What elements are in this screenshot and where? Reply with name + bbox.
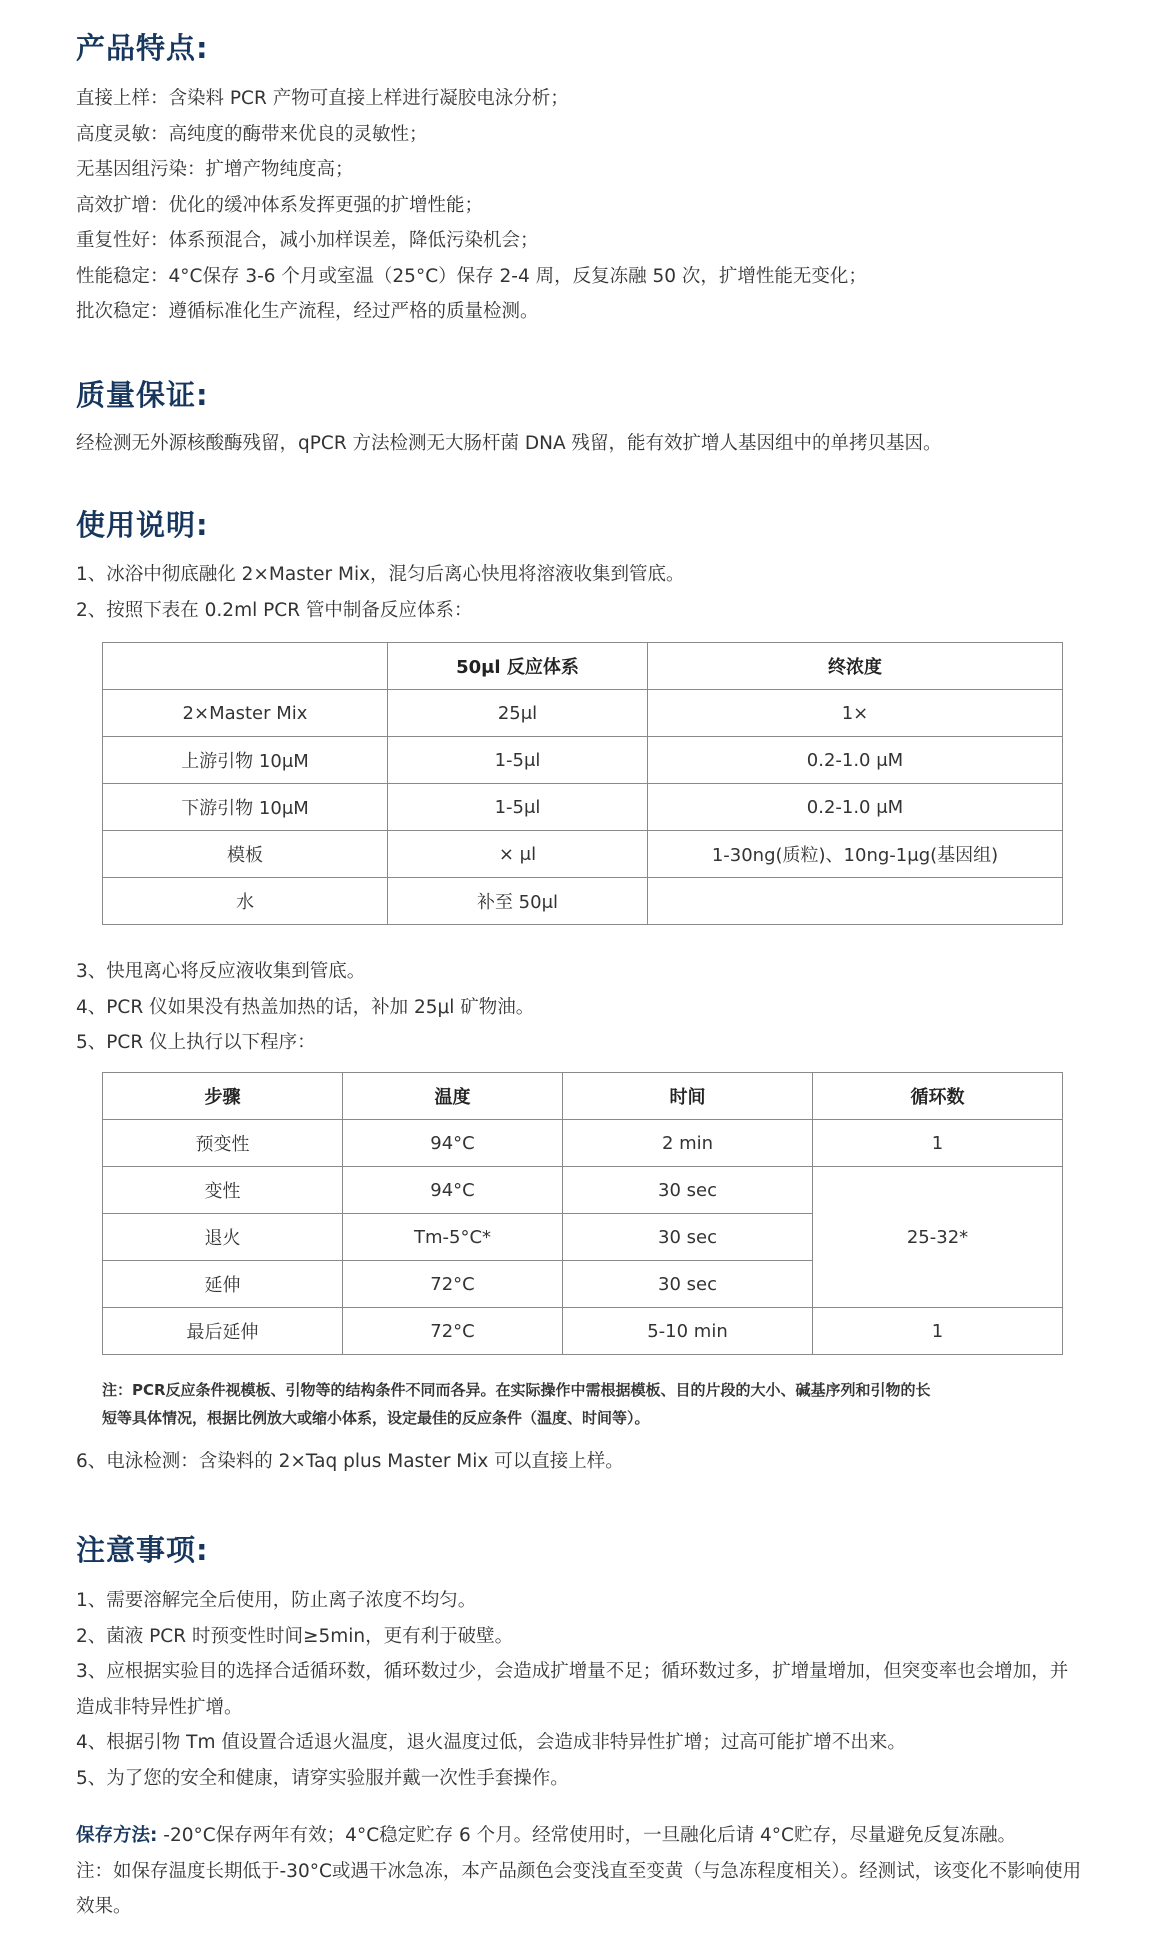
program-table-wrap [102, 1072, 1063, 1355]
table-row [103, 737, 1063, 784]
usage-title: 使用说明: [76, 508, 209, 542]
storage-note: 注：如保存温度长期低于-30°C或遇干冰急冻，本产品颜色会变浅直至变黄（与急冻程度相关）。经测试，该变化不影响使用效果。 [76, 1860, 1082, 1917]
table-row [103, 1308, 1063, 1355]
table-cell: 1× [648, 690, 1063, 737]
table-cell: 1-30ng(质粒)、10ng-1μg(基因组) [648, 831, 1063, 878]
storage-line [76, 1818, 1086, 1854]
table-cell: 水 [103, 878, 388, 925]
table-row [103, 1120, 1063, 1167]
usage-steps-a [76, 557, 1086, 628]
table-cell: 0.2-1.0 μM [648, 784, 1063, 831]
table-cell: 72°C [343, 1308, 563, 1355]
precaution-item: 3、应根据实验目的选择合适循环数，循环数过少，会造成扩增量不足；循环数过多，扩增量增加，但突变率也会增加，并造成非特异性扩增。 [76, 1661, 1069, 1718]
table-cell: 2 min [563, 1120, 813, 1167]
usage-step: 4、PCR 仪如果没有热盖加热的话，补加 25μl 矿物油。 [76, 996, 535, 1018]
table-cell: 退火 [103, 1214, 343, 1261]
features-item: 高效扩增：优化的缓冲体系发挥更强的扩增性能； [76, 194, 484, 216]
usage-step: 5、PCR 仪上执行以下程序： [76, 1032, 316, 1053]
table-cell: 最后延伸 [103, 1308, 343, 1355]
storage-section [76, 1818, 1086, 1925]
features-item: 批次稳定：遵循标准化生产流程，经过严格的质量检测。 [76, 301, 539, 322]
table-cell: 补至 50μl [388, 878, 648, 925]
table-header: 终浓度 [648, 643, 1063, 690]
quality-title: 质量保证: [76, 378, 209, 412]
features-title: 产品特点: [76, 31, 209, 65]
reaction-table [102, 642, 1063, 925]
features-item: 重复性好：体系预混合，减小加样误差，降低污染机会； [76, 230, 539, 251]
table-cell: × μl [388, 831, 648, 878]
table-cell: 1 [813, 1308, 1063, 1355]
program-note-line: 注：PCR反应条件视模板、引物等的结构条件不同而各异。在实际操作中需根据模板、目的片段的大小、碱基序列和引物的长 [102, 1381, 931, 1399]
usage-step: 3、快甩离心将反应液收集到管底。 [76, 961, 366, 982]
table-cell [648, 878, 1063, 925]
table-header: 时间 [563, 1073, 813, 1120]
table-cell: 94°C [343, 1120, 563, 1167]
table-cell-merged: 25-32* [813, 1167, 1063, 1308]
table-cell: 94°C [343, 1167, 563, 1214]
reaction-table-wrap [102, 642, 1063, 925]
usage-step: 6、电泳检测：含染料的 2×Taq plus Master Mix 可以直接上样。 [76, 1451, 624, 1472]
usage-step6-wrap [76, 1444, 1086, 1480]
program-note-line: 短等具体情况，根据比例放大或缩小体系，设定最佳的反应条件（温度、时间等）。 [102, 1409, 650, 1427]
table-row [103, 878, 1063, 925]
table-cell: 25μl [388, 690, 648, 737]
table-cell: 上游引物 10μM [103, 737, 388, 784]
usage-step: 2、按照下表在 0.2ml PCR 管中制备反应体系： [76, 599, 473, 621]
precaution-item: 5、为了您的安全和健康，请穿实验服并戴一次性手套操作。 [76, 1767, 569, 1789]
table-row [103, 1167, 1063, 1214]
table-header-row [103, 643, 1063, 690]
table-cell: 变性 [103, 1167, 343, 1214]
table-cell: 1-5μl [388, 784, 648, 831]
features-item: 直接上样：含染料 PCR 产物可直接上样进行凝胶电泳分析； [76, 88, 569, 109]
table-cell: 模板 [103, 831, 388, 878]
table-header: 50μl 反应体系 [388, 643, 648, 690]
features-item: 高度灵敏：高纯度的酶带来优良的灵敏性； [76, 123, 428, 145]
precaution-item: 2、菌液 PCR 时预变性时间≥5min，更有利于破壁。 [76, 1625, 514, 1647]
table-cell: 预变性 [103, 1120, 343, 1167]
table-cell: 延伸 [103, 1261, 343, 1308]
features-item: 无基因组污染：扩增产物纯度高； [76, 159, 354, 180]
precautions-title: 注意事项: [76, 1533, 209, 1567]
table-row [103, 784, 1063, 831]
precaution-item: 1、需要溶解完全后使用，防止离子浓度不均匀。 [76, 1590, 477, 1611]
table-cell: 0.2-1.0 μM [648, 737, 1063, 784]
table-cell: 1 [813, 1120, 1063, 1167]
table-cell: Tm-5°C* [343, 1214, 563, 1261]
precautions-list [76, 1583, 1086, 1796]
precaution-item: 4、根据引物 Tm 值设置合适退火温度，退火温度过低，会造成非特异性扩增；过高可能扩增不出来。 [76, 1732, 906, 1753]
table-cell: 1-5μl [388, 737, 648, 784]
table-header: 温度 [343, 1073, 563, 1120]
table-cell: 5-10 min [563, 1308, 813, 1355]
quality-text: 经检测无外源核酸酶残留，qPCR 方法检测无大肠杆菌 DNA 残留，能有效扩增人基因组中的单拷贝基因。 [76, 433, 942, 454]
table-cell: 72°C [343, 1261, 563, 1308]
table-cell: 2×Master Mix [103, 690, 388, 737]
storage-text: -20°C保存两年有效；4°C稳定贮存 6 个月。经常使用时，一旦融化后请 4°C贮存，尽量避免反复冻融。 [157, 1825, 1016, 1846]
table-row [103, 690, 1063, 737]
table-cell: 30 sec [563, 1261, 813, 1308]
table-header: 步骤 [103, 1073, 343, 1120]
table-header [103, 643, 388, 690]
usage-steps-b [76, 954, 1086, 1061]
table-cell: 30 sec [563, 1167, 813, 1214]
program-table [102, 1072, 1063, 1355]
table-cell: 30 sec [563, 1214, 813, 1261]
storage-label: 保存方法: [76, 1825, 158, 1846]
program-note [102, 1376, 1062, 1432]
table-header: 循环数 [813, 1073, 1063, 1120]
usage-step: 1、冰浴中彻底融化 2×Master Mix，混匀后离心快甩将溶液收集到管底。 [76, 564, 685, 585]
features-list [76, 81, 1086, 330]
table-cell: 下游引物 10μM [103, 784, 388, 831]
features-item: 性能稳定：4°C保存 3-6 个月或室温（25°C）保存 2-4 周，反复冻融 50 次，扩增性能无变化； [76, 265, 867, 287]
table-row [103, 831, 1063, 878]
table-header-row [103, 1073, 1063, 1120]
